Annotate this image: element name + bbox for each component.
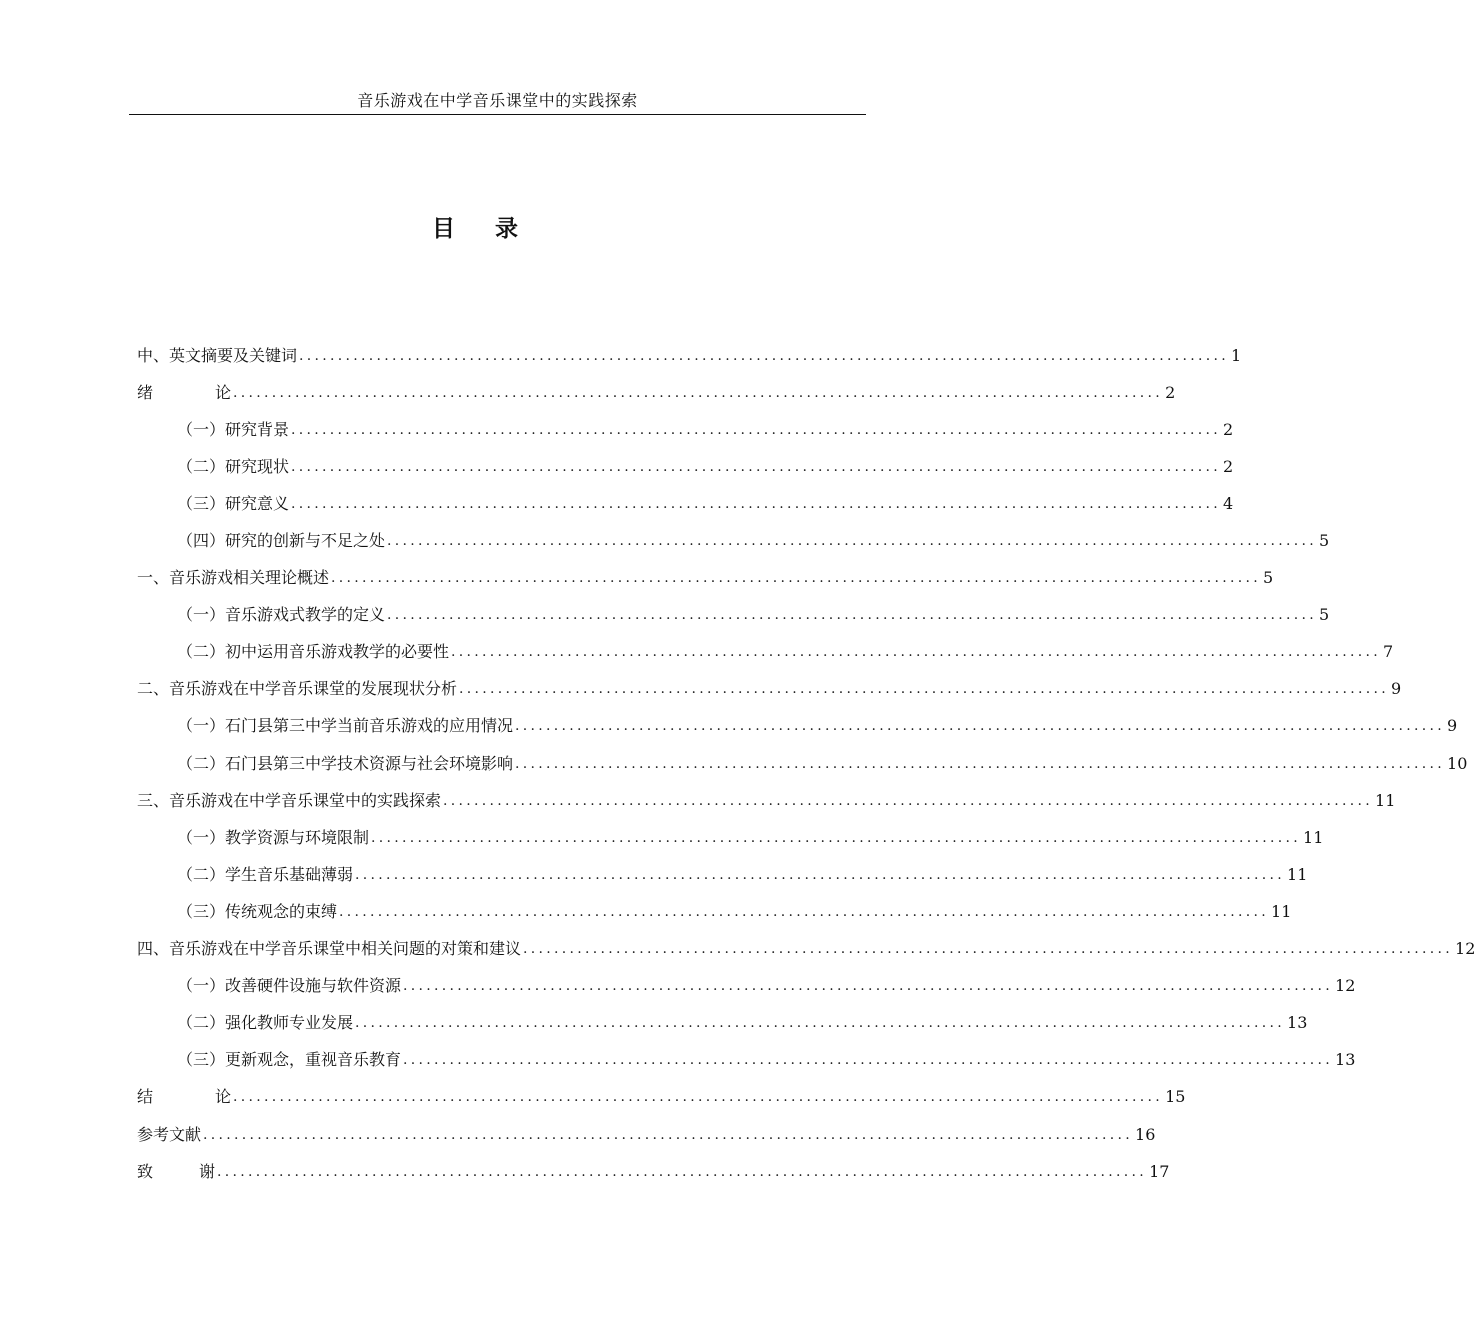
toc-entry[interactable] (137, 708, 1458, 745)
dot-leader: ........................................................................................................................ (291, 495, 1222, 512)
toc-entry-page: 12 (1455, 939, 1475, 959)
toc-entry-title: 四、音乐游戏在中学音乐课堂中相关问题的对策和建议 (137, 939, 522, 959)
toc-entry-page: 13 (1335, 1050, 1356, 1070)
toc-entry-title: （二）初中运用音乐游戏教学的必要性 (177, 642, 450, 662)
dot-leader: ........................................................................................................................ (339, 903, 1270, 920)
dot-leader: ........................................................................................................................ (299, 347, 1230, 364)
toc-entry-page: 5 (1319, 531, 1330, 551)
toc-entry[interactable] (137, 782, 1396, 819)
toc-entry-page: 9 (1447, 716, 1458, 736)
toc-heading: 目录 (432, 215, 558, 242)
toc-entry-page: 13 (1287, 1013, 1308, 1033)
toc-entry[interactable] (137, 1042, 1356, 1079)
toc-entry[interactable] (137, 1116, 1156, 1153)
toc-entry[interactable] (137, 893, 1292, 930)
toc-entry-page: 11 (1375, 790, 1396, 810)
dot-leader: ........................................................................................................................ (203, 1126, 1134, 1143)
toc-entry-title: （二）研究现状 (177, 456, 290, 476)
toc-entry[interactable] (137, 1153, 1170, 1190)
dot-leader: ........................................................................................................................ (233, 1089, 1164, 1106)
dot-leader: ........................................................................................................................ (387, 607, 1318, 624)
dot-leader: ........................................................................................................................ (331, 570, 1262, 587)
toc-entry-title: 三、音乐游戏在中学音乐课堂中的实践探索 (137, 790, 442, 810)
dot-leader: ........................................................................................................................ (515, 718, 1446, 735)
toc-entry-title: 中、英文摘要及关键词 (137, 345, 298, 365)
toc-entry-title: 一、音乐游戏相关理论概述 (137, 568, 330, 588)
toc-entry[interactable] (137, 1079, 1186, 1116)
toc-entry-title: （三）更新观念，重视音乐教育 (177, 1050, 402, 1070)
toc-entry-title-part: 论 (215, 382, 232, 402)
toc-entry-title: （三）研究意义 (177, 493, 290, 513)
dot-leader: ........................................................................................................................ (355, 1015, 1286, 1032)
toc-entry-title-part: 致 (137, 1161, 154, 1181)
toc-entry[interactable] (137, 931, 1475, 968)
toc-entry[interactable] (137, 856, 1308, 893)
toc-entry-title-part: 论 (215, 1087, 232, 1107)
toc-entry-title: （三）传统观念的束缚 (177, 901, 338, 921)
toc-entry[interactable] (137, 634, 1394, 671)
dot-leader: ........................................................................................................................ (291, 421, 1222, 438)
table-of-contents (137, 337, 1475, 1190)
toc-entry-title: 二、音乐游戏在中学音乐课堂的发展现状分析 (137, 679, 458, 699)
toc-entry-title: （一）研究背景 (177, 419, 290, 439)
toc-entry-title: （一）音乐游戏式教学的定义 (177, 605, 386, 625)
dot-leader: ........................................................................................................................ (443, 792, 1374, 809)
toc-entry-title-part: 结 (137, 1087, 154, 1107)
toc-entry-title-part: 绪 (137, 382, 154, 402)
toc-entry[interactable] (137, 597, 1330, 634)
toc-entry-title (137, 1085, 231, 1109)
dot-leader: ........................................................................................................................ (387, 533, 1318, 550)
dot-leader: ........................................................................................................................ (403, 1052, 1334, 1069)
toc-entry-page: 11 (1303, 827, 1324, 847)
toc-entry-page: 2 (1223, 456, 1234, 476)
toc-entry[interactable] (137, 411, 1234, 448)
toc-entry-title: （二）石门县第三中学技术资源与社会环境影响 (177, 753, 514, 773)
toc-entry-page: 17 (1149, 1161, 1170, 1181)
toc-entry-page: 7 (1383, 642, 1394, 662)
toc-entry[interactable] (137, 819, 1324, 856)
toc-entry-page: 16 (1135, 1124, 1156, 1144)
toc-entry[interactable] (137, 448, 1234, 485)
toc-entry[interactable] (137, 671, 1402, 708)
toc-entry[interactable] (137, 337, 1242, 374)
toc-entry-page: 1 (1231, 345, 1242, 365)
toc-entry-title: 参考文献 (137, 1124, 202, 1144)
dot-leader: ........................................................................................................................ (459, 681, 1390, 698)
toc-entry-title: （二）学生音乐基础薄弱 (177, 864, 354, 884)
toc-entry-title-part: 谢 (199, 1161, 216, 1181)
toc-entry[interactable] (137, 522, 1330, 559)
toc-entry-page: 10 (1447, 753, 1468, 773)
toc-entry-page: 11 (1287, 864, 1308, 884)
toc-entry-page: 11 (1271, 901, 1292, 921)
dot-leader: ........................................................................................................................ (403, 978, 1334, 995)
dot-leader: ........................................................................................................................ (291, 458, 1222, 475)
running-header: 音乐游戏在中学音乐课堂中的实践探索 (357, 91, 638, 110)
toc-entry-page: 2 (1165, 382, 1176, 402)
dot-leader: ........................................................................................................................ (523, 941, 1454, 958)
dot-leader: ........................................................................................................................ (217, 1163, 1148, 1180)
toc-entry-page: 12 (1335, 976, 1356, 996)
toc-entry-page: 5 (1319, 605, 1330, 625)
dot-leader: ........................................................................................................................ (355, 866, 1286, 883)
toc-entry[interactable] (137, 968, 1356, 1005)
toc-entry-page: 2 (1223, 419, 1234, 439)
toc-entry-page: 15 (1165, 1087, 1186, 1107)
toc-entry-title: （二）强化教师专业发展 (177, 1013, 354, 1033)
toc-entry[interactable] (137, 745, 1468, 782)
dot-leader: ........................................................................................................................ (233, 384, 1164, 401)
toc-entry[interactable] (137, 485, 1234, 522)
toc-entry-title (137, 1160, 215, 1184)
toc-entry[interactable] (137, 374, 1176, 411)
dot-leader: ........................................................................................................................ (515, 755, 1446, 772)
toc-entry-page: 4 (1223, 493, 1234, 513)
toc-entry-title: （一）教学资源与环境限制 (177, 827, 370, 847)
dot-leader: ........................................................................................................................ (451, 644, 1382, 661)
toc-entry[interactable] (137, 560, 1274, 597)
toc-entry-page: 5 (1263, 568, 1274, 588)
toc-entry-title (137, 381, 231, 405)
header-rule (129, 114, 866, 115)
toc-entry-page: 9 (1391, 679, 1402, 699)
dot-leader: ........................................................................................................................ (371, 829, 1302, 846)
toc-entry[interactable] (137, 1005, 1308, 1042)
toc-entry-title: （一）石门县第三中学当前音乐游戏的应用情况 (177, 716, 514, 736)
toc-entry-title: （四）研究的创新与不足之处 (177, 531, 386, 551)
toc-entry-title: （一）改善硬件设施与软件资源 (177, 976, 402, 996)
